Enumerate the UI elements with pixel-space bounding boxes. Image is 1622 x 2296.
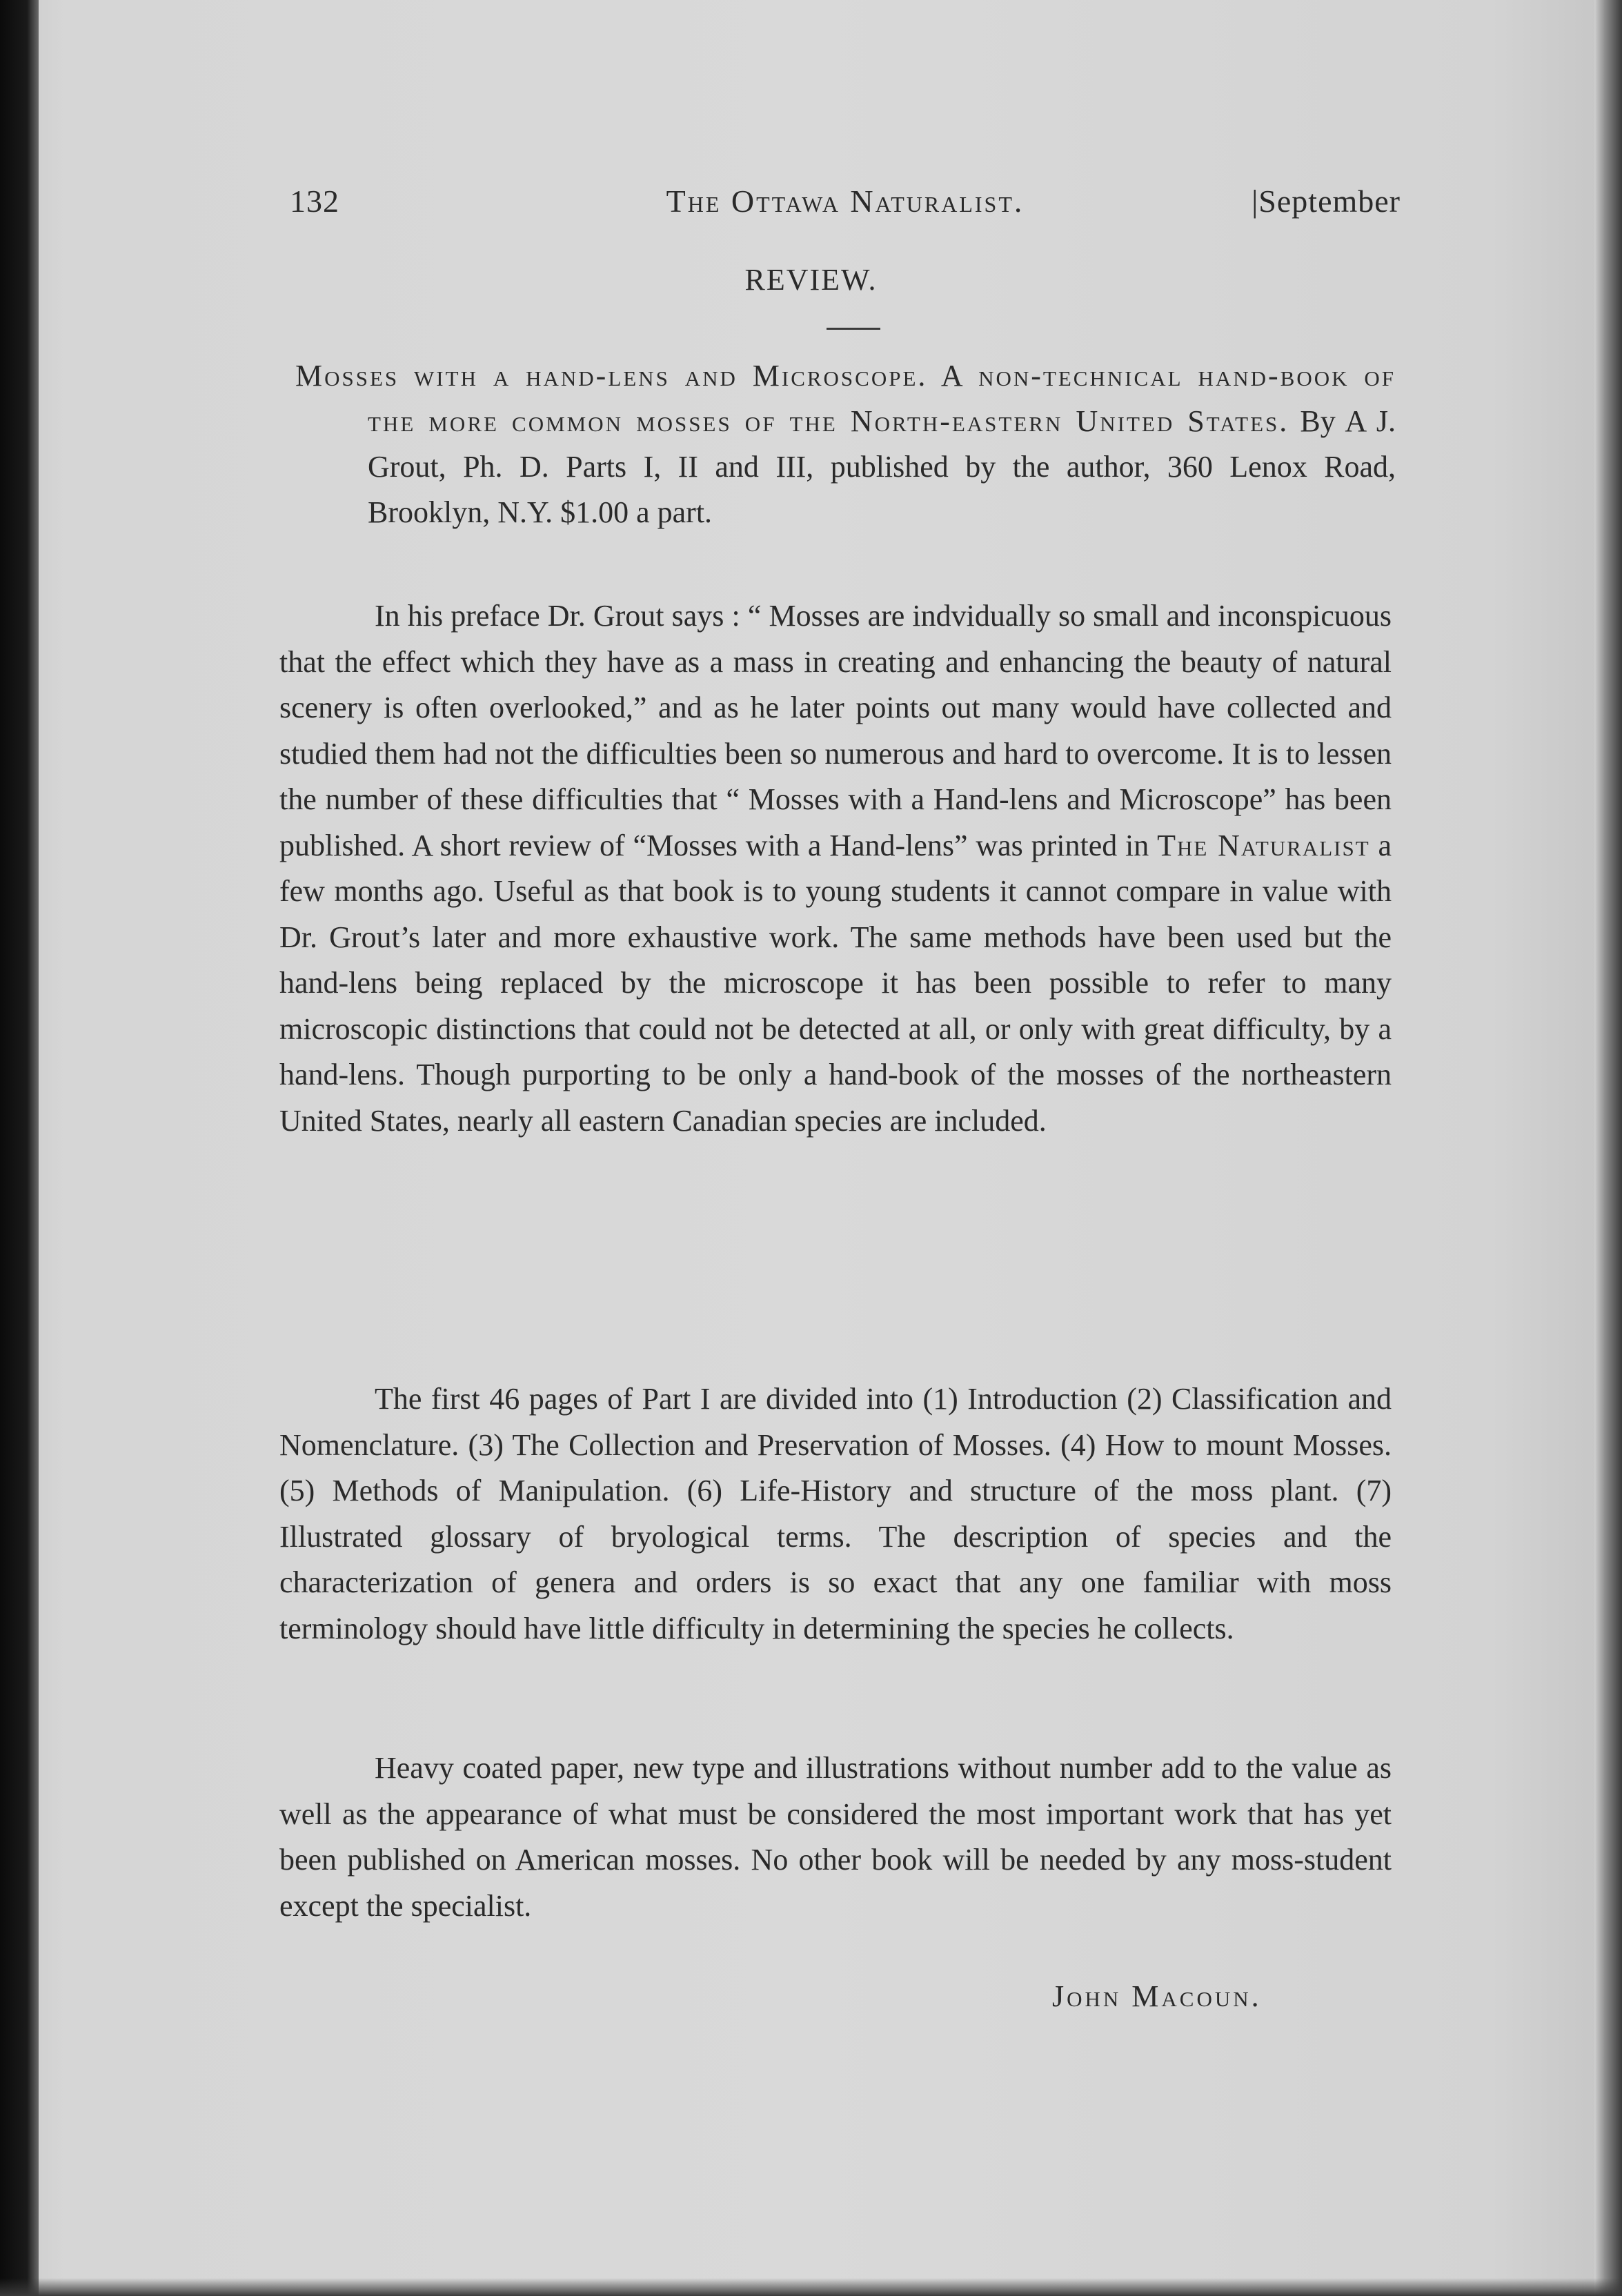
review-paragraph-1: [279, 593, 1392, 1144]
review-paragraph-3: Heavy coated paper, new type and illustrations without number add to the value as well as the appearance of what must be considered the most important work that has yet been published on American mosses. No other book will be needed by any moss-student except the specialist.: [279, 1751, 1392, 1923]
review-heading: REVIEW.: [744, 263, 878, 297]
book-citation: [295, 353, 1396, 535]
paragraph-1-text-a: In his preface Dr. Grout says : “ Mosses are indvidually so small and inconspicuous that the effect which they have as a mass in creating and enhancing the beauty of natural scenery is often overlooked,” and as he later points out many would have collected and studied them had not the difficulties been so numerous and hard to overcome. It is to lessen the number of these difficulties that “ Mosses with a Hand-lens and Microscope” has been published. A short review of “Mosses with a Hand-lens” was printed in: [279, 599, 1392, 862]
book-title: Mosses with a hand-lens and Microscope. A non-technical hand-book of the more common mosses of the North-eastern United States.: [295, 359, 1396, 438]
journal-reference: The Naturalist: [1157, 828, 1370, 862]
right-page-edge-shadow: [1594, 0, 1622, 2296]
journal-title: The Ottawa Naturalist.: [666, 184, 1025, 219]
issue-month: |September: [1252, 184, 1401, 219]
heading-rule: [827, 328, 880, 330]
reviewer-signature: John Macoun.: [1052, 1979, 1262, 2013]
left-binding-edge: [0, 0, 39, 2296]
paragraph-1-text-b: a few months ago. Useful as that book is to young students it cannot compare in value with Dr. Grout’s later and more exhaustive work. The same methods have been used but the hand-lens being replaced by the microscope it has been possible to refer to many microscopic distinctions that could not be detected at all, or only with great difficulty, by a hand-lens. Though purporting to be only a hand-book of the mosses of the northeastern United States, nearly all eastern Canadian species are included.: [279, 828, 1392, 1138]
page-number: 132: [290, 184, 339, 219]
review-paragraph-2: The first 46 pages of Part I are divided into (1) Introduction (2) Classification and Nomenclature. (3) The Collection and Preservation of Mosses. (4) How to mount Mosses. (5) Methods of Manipulation. (6) Life-History and structure of the moss plant. (7) Illustrated glossary of bryological terms. The description of species and the characterization of genera and orders is so exact that any one familiar with moss terminology should have little difficulty in determining the species he collects.: [279, 1382, 1392, 1645]
author-info: By A J. Grout, Ph. D. Parts I, II and III, published by the author, 360 Lenox Road, Brooklyn, N.Y. $1.00 a part.: [368, 404, 1396, 529]
running-head: [290, 183, 1401, 231]
bottom-page-edge-shadow: [0, 2278, 1622, 2296]
